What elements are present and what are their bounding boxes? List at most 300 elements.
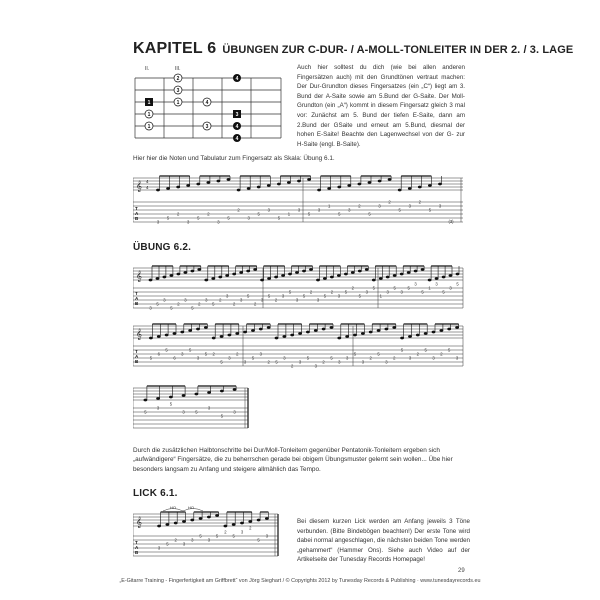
note-head bbox=[166, 523, 169, 525]
note-head bbox=[275, 276, 278, 278]
page-number: 29 bbox=[458, 568, 465, 574]
note-head bbox=[196, 328, 199, 330]
tab-number: 5 bbox=[232, 533, 235, 539]
tab-number: 3 bbox=[378, 203, 381, 209]
tab-a: A bbox=[135, 211, 139, 216]
exercise-62-row1 bbox=[133, 260, 468, 318]
tab-number: 6 bbox=[157, 351, 160, 357]
tab-number: 2 bbox=[254, 301, 257, 307]
tab-number: 5 bbox=[424, 347, 427, 353]
tab-number: 3 bbox=[455, 355, 459, 361]
tab-number: 3 bbox=[316, 297, 320, 303]
note-head bbox=[247, 187, 250, 189]
tab-number: 3 bbox=[182, 409, 185, 415]
tab-number: 3 bbox=[233, 409, 236, 415]
note-head bbox=[157, 397, 160, 399]
note-head bbox=[428, 184, 431, 186]
tab-a: A bbox=[135, 545, 139, 550]
tab-number: 3 bbox=[297, 207, 301, 213]
note-head bbox=[233, 273, 236, 275]
note-head bbox=[442, 276, 445, 278]
tab-number: 5 bbox=[197, 215, 200, 221]
note-head bbox=[156, 277, 159, 279]
tab-number: 5 bbox=[170, 305, 173, 311]
note-head bbox=[165, 334, 168, 336]
tab-number: 3 bbox=[240, 529, 244, 535]
tab-number: 5 bbox=[149, 355, 153, 361]
tab-number: 5 bbox=[257, 211, 260, 217]
note-head bbox=[346, 335, 349, 337]
fret-dot-label: 4 bbox=[205, 100, 209, 106]
note-head bbox=[267, 184, 270, 186]
tab-number: 2 bbox=[393, 355, 396, 361]
treble-clef-icon: 𝄞 bbox=[136, 329, 142, 340]
tab-number: 3 bbox=[217, 219, 220, 225]
note-head bbox=[401, 337, 404, 339]
fret-label-2: II. bbox=[145, 66, 150, 72]
note-head bbox=[358, 183, 361, 185]
note-head bbox=[261, 279, 264, 281]
tab-number: 3 bbox=[414, 281, 417, 287]
note-head bbox=[440, 329, 443, 331]
tab-icon: T bbox=[135, 349, 138, 354]
tab-number: 5 bbox=[398, 207, 401, 213]
tab-number: 5 bbox=[302, 293, 306, 299]
note-head bbox=[323, 277, 326, 279]
note-head bbox=[216, 514, 219, 516]
note-head bbox=[208, 391, 211, 393]
note-head bbox=[220, 390, 223, 392]
tab-number: 5 bbox=[306, 355, 310, 361]
note-head bbox=[224, 525, 227, 527]
tab-b: B bbox=[135, 359, 139, 364]
tab-number: 3 bbox=[337, 293, 341, 299]
transition-text: Durch die zusätzlichen Halbtonschritte bei Dur/Moll-Tonleitern gegenüber Pentatonik-Tonleitern ergeben sich „aufwändigere“ Fingersätze, die zu beherrschen gerade bei obigem Übungsmuster gelernt sein wollen... Übe hier besonders langsam zu Anfang und steigere allmählich das Tempo. bbox=[133, 447, 453, 473]
note-head bbox=[365, 268, 368, 270]
note-head bbox=[338, 337, 341, 339]
note-head bbox=[435, 277, 438, 279]
note-head bbox=[220, 335, 223, 337]
tab-number: 3 bbox=[267, 207, 270, 213]
tab-number: 1 bbox=[328, 203, 331, 209]
note-head bbox=[302, 270, 305, 272]
tab-number: 2 bbox=[369, 355, 372, 361]
tab-number: 2 bbox=[219, 297, 222, 303]
tab-number: 5 bbox=[428, 207, 432, 213]
tab-number: 3 bbox=[317, 207, 321, 213]
tab-number: 5 bbox=[330, 355, 333, 361]
note-head bbox=[337, 274, 340, 276]
note-head bbox=[330, 276, 333, 278]
tab-number: 3 bbox=[228, 355, 231, 361]
note-head bbox=[330, 326, 333, 328]
tab-number: 5 bbox=[288, 289, 292, 295]
note-head bbox=[438, 183, 441, 185]
note-head bbox=[187, 184, 190, 186]
tab-number: 2 bbox=[236, 351, 239, 357]
tab-number: 5 bbox=[275, 359, 278, 365]
note-head bbox=[207, 181, 210, 183]
tab-number: 5 bbox=[199, 533, 202, 539]
note-head bbox=[414, 270, 417, 272]
tab-number: 2 bbox=[330, 289, 334, 295]
fret-dot-label: 1 bbox=[176, 100, 180, 106]
note-head bbox=[408, 335, 411, 337]
hammer-on-label: HO bbox=[188, 505, 194, 510]
tab-number: 3 bbox=[181, 351, 184, 357]
tab-number: 5 bbox=[377, 351, 380, 357]
tab-number: 5 bbox=[227, 215, 230, 221]
tab-number: 3 bbox=[438, 203, 442, 209]
tab-number: 3 bbox=[207, 537, 211, 543]
lick-61-notation bbox=[133, 500, 283, 570]
note-head bbox=[144, 399, 147, 401]
tab-end-note: (3) bbox=[448, 219, 454, 224]
note-head bbox=[407, 271, 410, 273]
note-head bbox=[268, 277, 271, 279]
tab-number: 3 bbox=[205, 297, 208, 303]
tab-number: 3 bbox=[400, 289, 403, 295]
note-head bbox=[149, 279, 152, 281]
note-head bbox=[314, 329, 317, 331]
tab-number: 3 bbox=[365, 289, 368, 295]
tab-number: 3 bbox=[156, 405, 160, 411]
tab-number: 3 bbox=[260, 297, 264, 303]
note-head bbox=[306, 331, 309, 333]
note-head bbox=[275, 337, 278, 339]
note-head bbox=[158, 525, 161, 527]
tab-number: 3 bbox=[187, 219, 190, 225]
tab-number: 2 bbox=[274, 297, 278, 303]
tab-b: B bbox=[135, 550, 139, 555]
note-head bbox=[456, 326, 459, 328]
note-head bbox=[309, 268, 312, 270]
tab-number: 2 bbox=[351, 285, 354, 291]
note-head bbox=[227, 178, 230, 180]
tab-number: 5 bbox=[358, 293, 361, 299]
tab-number: 5 bbox=[165, 347, 168, 353]
fret-dot-label: 3 bbox=[205, 124, 209, 130]
note-head bbox=[219, 276, 222, 278]
tab-number: 5 bbox=[277, 215, 281, 221]
tab-number: 3 bbox=[265, 533, 269, 539]
tab-number: 3 bbox=[281, 293, 285, 299]
exercise-62-heading: ÜBUNG 6.2. bbox=[133, 242, 192, 253]
tab-number: 3 bbox=[163, 297, 166, 303]
note-head bbox=[418, 186, 421, 188]
note-head bbox=[257, 186, 260, 188]
note-head bbox=[393, 274, 396, 276]
note-head bbox=[297, 180, 300, 182]
tab-number: 5 bbox=[267, 293, 271, 299]
time-signature-bottom: 4 bbox=[146, 185, 149, 190]
tab-b: B bbox=[135, 216, 139, 221]
tab-number: 2 bbox=[416, 351, 419, 357]
note-head bbox=[254, 268, 257, 270]
fret-dot-label: 4 bbox=[235, 136, 239, 142]
tab-number: 2 bbox=[322, 359, 325, 365]
tab-number: 5 bbox=[144, 409, 147, 415]
note-head bbox=[157, 335, 160, 337]
tab-number: 3 bbox=[283, 355, 286, 361]
note-head bbox=[316, 279, 319, 281]
note-head bbox=[428, 279, 431, 281]
note-head bbox=[184, 271, 187, 273]
note-head bbox=[205, 279, 208, 281]
note-head bbox=[233, 388, 236, 390]
note-head bbox=[177, 186, 180, 188]
note-head bbox=[295, 271, 298, 273]
tab-number: 2 bbox=[440, 351, 443, 357]
chapter-title bbox=[133, 40, 573, 58]
note-head bbox=[232, 523, 235, 525]
tab-number: 3 bbox=[408, 203, 411, 209]
note-head bbox=[282, 274, 285, 276]
note-head bbox=[372, 279, 375, 281]
note-head bbox=[361, 332, 364, 334]
exercise-61-notation bbox=[133, 172, 468, 232]
note-head bbox=[163, 276, 166, 278]
tab-number: 5 bbox=[212, 301, 215, 307]
note-head bbox=[182, 520, 185, 522]
note-head bbox=[322, 328, 325, 330]
note-head bbox=[448, 328, 451, 330]
tab-number: 3 bbox=[386, 289, 389, 295]
note-head bbox=[249, 520, 252, 522]
treble-clef-icon: 𝄞 bbox=[136, 517, 142, 528]
tab-number: 6 bbox=[173, 355, 176, 361]
exercise-62-row2 bbox=[133, 318, 468, 376]
tab-number: 2 bbox=[224, 529, 227, 535]
tab-number: 1 bbox=[287, 211, 291, 217]
tab-number: 3 bbox=[314, 363, 317, 369]
note-head bbox=[191, 519, 194, 521]
tab-number: 3 bbox=[243, 359, 247, 365]
tab-number: 3 bbox=[247, 215, 250, 221]
note-head bbox=[283, 335, 286, 337]
note-head bbox=[217, 180, 220, 182]
note-head bbox=[299, 332, 302, 334]
tab-number: 5 bbox=[344, 289, 348, 295]
tab-number: 1 bbox=[428, 285, 431, 291]
intro-text: Auch hier solltest du dich (wie bei allen anderen Fingersätzen auch) mit den Grundtönen vertraut machen: Der Dur-Grundton dieses Fingersatzes (ein „C“) liegt am 3. Bund der A-Saite sowie am 5.Bund der G-Saite. Der Moll-Grundton (ein „A“) kommt in diesem Fingersatz gleich 3 mal vor: Zunächst am 5. Bund der tiefen E-Saite, dann am 2.Bund der GSaite und erneut am 5.Bund, diesmal der hohen E-Saite! Beachte den Lagenwechsel von der G- zur H-Saite (engl. B-Saite). bbox=[297, 64, 465, 148]
tab-number: 2 bbox=[418, 199, 421, 205]
tab-number: 5 bbox=[257, 537, 260, 543]
tab-number: 2 bbox=[237, 207, 240, 213]
note-head bbox=[265, 517, 268, 519]
note-head bbox=[212, 337, 215, 339]
fret-dot-label: 4 bbox=[235, 76, 239, 82]
note-head bbox=[251, 329, 254, 331]
note-head bbox=[348, 184, 351, 186]
tab-number: 5 bbox=[251, 355, 255, 361]
note-head bbox=[257, 519, 260, 521]
note-head bbox=[204, 326, 207, 328]
note-head bbox=[228, 334, 231, 336]
tab-number: 5 bbox=[247, 293, 250, 299]
exercise-61-caption: Hier hier die Noten und Tabulatur zum Fingersatz als Skala: Übung 6.1. bbox=[133, 155, 335, 162]
tab-number: 5 bbox=[220, 413, 224, 419]
note-head bbox=[449, 274, 452, 276]
note-head bbox=[236, 332, 239, 334]
note-head bbox=[212, 277, 215, 279]
tab-a: A bbox=[135, 296, 139, 301]
note-head bbox=[247, 270, 250, 272]
tab-number: 5 bbox=[195, 409, 198, 415]
tab-number: 5 bbox=[353, 351, 357, 357]
fret-dot-label: 2 bbox=[176, 76, 180, 82]
tab-number: 3 bbox=[432, 355, 435, 361]
tab-number: 3 bbox=[385, 359, 388, 365]
chapter-number: KAPITEL 6 bbox=[133, 40, 217, 57]
tab-number: 3 bbox=[408, 355, 412, 361]
tab-number: 3 bbox=[295, 297, 299, 303]
note-head bbox=[328, 187, 331, 189]
note-head bbox=[267, 326, 270, 328]
note-head bbox=[169, 396, 172, 398]
tab-icon: T bbox=[135, 540, 138, 545]
tab-number: 3 bbox=[298, 359, 302, 365]
tab-number: 3 bbox=[226, 293, 229, 299]
note-head bbox=[358, 270, 361, 272]
tab-number: 3 bbox=[240, 297, 243, 303]
tab-number: 5 bbox=[307, 211, 311, 217]
note-head bbox=[181, 331, 184, 333]
note-head bbox=[170, 274, 173, 276]
tab-number: 2 bbox=[388, 199, 391, 205]
note-head bbox=[189, 329, 192, 331]
tab-number: 3 bbox=[191, 537, 194, 543]
note-head bbox=[393, 326, 396, 328]
tab-number: 2 bbox=[212, 351, 215, 357]
tab-number: 2 bbox=[207, 211, 210, 217]
tab-a: A bbox=[135, 354, 139, 359]
note-head bbox=[195, 393, 198, 395]
exercise-62-row3 bbox=[133, 382, 253, 434]
note-head bbox=[308, 178, 311, 180]
tab-number: 5 bbox=[204, 351, 208, 357]
tab-number: 2 bbox=[309, 289, 313, 295]
tab-number: 2 bbox=[233, 301, 236, 307]
note-head bbox=[385, 328, 388, 330]
tab-icon: T bbox=[135, 206, 138, 211]
note-head bbox=[174, 522, 177, 524]
tab-number: 5 bbox=[215, 533, 219, 539]
hammer-on-label: HO bbox=[170, 505, 176, 510]
fret-dot-label: 3 bbox=[176, 88, 180, 94]
tab-number: 3 bbox=[361, 359, 365, 365]
fret-dot-label: 4 bbox=[235, 124, 239, 130]
fret-dot-label: 1 bbox=[147, 100, 151, 106]
tab-b: B bbox=[135, 301, 139, 306]
tab-number: 5 bbox=[421, 289, 424, 295]
tab-number: 3 bbox=[449, 285, 452, 291]
tab-number: 1 bbox=[379, 293, 382, 299]
tab-number: 5 bbox=[156, 301, 159, 307]
time-signature-top: 4 bbox=[146, 179, 149, 184]
tab-number: 3 bbox=[435, 281, 438, 287]
note-head bbox=[398, 189, 401, 191]
tab-number: 5 bbox=[189, 347, 192, 353]
lick-61-text: Bei diesem kurzen Lick werden am Anfang jeweils 3 Töne verbunden. (Bitte Bindebögen beachten!) Der erste Tone wird dabei normal angeschlagen, die nächsten beiden Tone werden „gehammert“ (Hammer Ons). Siehe auch Video auf der Artikelseite der Tunesday Records Homepage! bbox=[297, 518, 470, 564]
note-head bbox=[421, 268, 424, 270]
tab-icon: T bbox=[135, 291, 138, 296]
note-head bbox=[377, 329, 380, 331]
note-head bbox=[369, 331, 372, 333]
note-head bbox=[182, 394, 185, 396]
page-footer: „E-Gitarre Training - Fingerfertigkeit am Griffbrett“ von Jörg Sieghart / © Copyrights 2012 by Tunesday Records & Publishing · www.tunesdayrecords.eu bbox=[119, 578, 481, 584]
note-head bbox=[173, 332, 176, 334]
tab-number: 5 bbox=[169, 401, 173, 407]
tab-number: 5 bbox=[166, 541, 169, 547]
tab-number: 2 bbox=[174, 537, 177, 543]
note-head bbox=[149, 337, 152, 339]
tab-number: 5 bbox=[191, 305, 194, 311]
note-head bbox=[240, 522, 243, 524]
note-head bbox=[156, 189, 159, 191]
note-head bbox=[277, 183, 280, 185]
note-head bbox=[237, 189, 240, 191]
note-head bbox=[167, 187, 170, 189]
note-head bbox=[207, 516, 210, 518]
tab-number: 2 bbox=[177, 211, 180, 217]
note-head bbox=[386, 276, 389, 278]
lick-61-heading: LICK 6.1. bbox=[133, 488, 178, 499]
treble-clef-icon: 𝄞 bbox=[136, 271, 142, 282]
note-head bbox=[353, 334, 356, 336]
note-head bbox=[456, 273, 459, 275]
note-head bbox=[244, 331, 247, 333]
tab-number: 3 bbox=[184, 297, 187, 303]
note-head bbox=[416, 334, 419, 336]
tab-number: 5 bbox=[323, 293, 327, 299]
tab-number: 5 bbox=[338, 211, 341, 217]
note-head bbox=[259, 328, 262, 330]
tab-number: 5 bbox=[448, 347, 451, 353]
tab-number: 3 bbox=[207, 405, 211, 411]
tab-number: 2 bbox=[358, 203, 361, 209]
note-head bbox=[191, 270, 194, 272]
note-head bbox=[198, 268, 201, 270]
tab-number: 2 bbox=[249, 525, 252, 531]
note-head bbox=[291, 334, 294, 336]
tab-number: 3 bbox=[149, 305, 152, 311]
note-head bbox=[338, 186, 341, 188]
note-head bbox=[400, 273, 403, 275]
tab-number: 5 bbox=[372, 285, 375, 291]
tab-number: 3 bbox=[346, 355, 349, 361]
fretboard-diagram bbox=[133, 60, 283, 142]
note-head bbox=[287, 181, 290, 183]
tab-number: 5 bbox=[368, 211, 371, 217]
fret-dot-label: 1 bbox=[147, 112, 151, 118]
note-head bbox=[379, 277, 382, 279]
note-head bbox=[424, 332, 427, 334]
tab-number: 5 bbox=[456, 281, 459, 287]
fret-label-3: III. bbox=[175, 66, 181, 72]
tab-number: 3 bbox=[348, 207, 351, 213]
fret-dot-label: 1 bbox=[147, 124, 151, 130]
note-head bbox=[344, 273, 347, 275]
tab-number: 3 bbox=[182, 541, 186, 547]
tab-number: 2 bbox=[291, 363, 294, 369]
note-head bbox=[288, 273, 291, 275]
tab-number: 5 bbox=[442, 289, 445, 295]
treble-clef-icon: 𝄞 bbox=[136, 181, 142, 192]
note-head bbox=[351, 271, 354, 273]
chapter-subtitle: ÜBUNGEN ZUR C-DUR- / A-MOLL-TONLEITER IN DER 2. / 3. LAGE bbox=[222, 44, 574, 56]
tab-number: 3 bbox=[156, 219, 160, 225]
